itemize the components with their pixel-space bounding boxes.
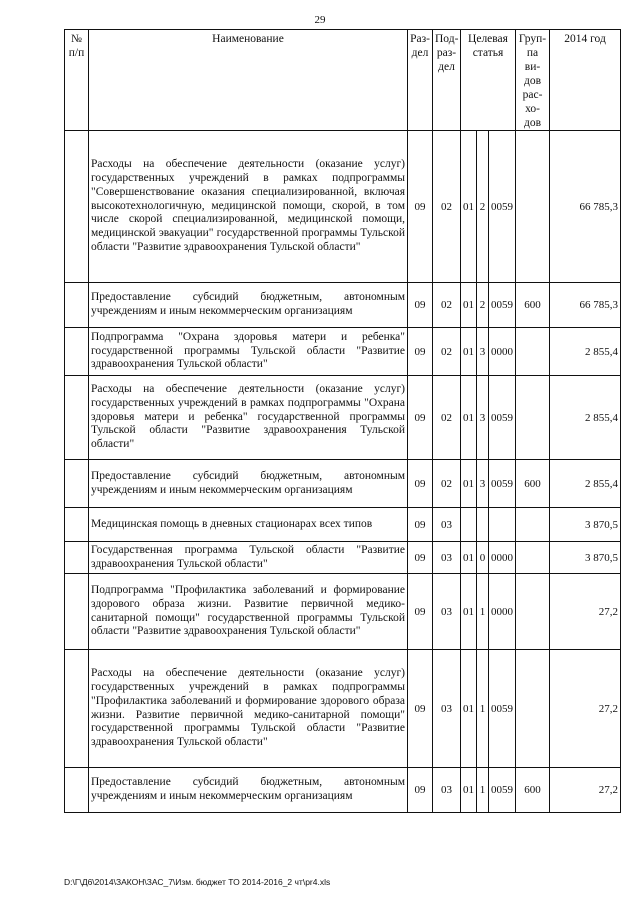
target-sub-cell <box>477 508 489 542</box>
target-prog-cell: 01 <box>461 131 477 283</box>
num-cell <box>65 542 89 574</box>
razdel-cell: 09 <box>408 376 433 460</box>
table-row <box>65 508 621 542</box>
target-sub-cell: 0 <box>477 542 489 574</box>
page-number: 29 <box>314 14 326 26</box>
group-cell <box>516 376 550 460</box>
razdel-cell: 09 <box>408 768 433 813</box>
name-cell: Подпрограмма "Профилактика заболеваний и формирование здорового образа жизни. Развитие первичной медико-санитарной помощи" государственной программы Тульской области "Развитие здравоохранения Тульской области" <box>89 574 408 650</box>
podrazdel-cell: 02 <box>433 283 461 328</box>
podrazdel-cell: 02 <box>433 131 461 283</box>
name-cell: Медицинская помощь в дневных стационарах всех типов <box>89 508 408 542</box>
target-prog-cell: 01 <box>461 542 477 574</box>
podrazdel-cell: 02 <box>433 376 461 460</box>
podrazdel-cell: 02 <box>433 328 461 376</box>
target-prog-cell: 01 <box>461 328 477 376</box>
name-cell: Государственная программа Тульской области "Развитие здравоохранения Тульской области" <box>89 542 408 574</box>
table-row <box>65 650 621 768</box>
num-cell <box>65 131 89 283</box>
razdel-cell: 09 <box>408 131 433 283</box>
target-code-cell: 0000 <box>489 542 516 574</box>
table-row <box>65 131 621 283</box>
group-cell <box>516 328 550 376</box>
group-cell: 600 <box>516 768 550 813</box>
amount-cell: 27,2 <box>550 768 621 813</box>
group-cell: 600 <box>516 283 550 328</box>
amount-cell: 27,2 <box>550 650 621 768</box>
name-cell: Расходы на обеспечение деятельности (оказание услуг) государственных учреждений в рамках подпрограммы "Профилактика заболеваний и формирование здорового образа жизни. Развитие первичной медико-санитарной помощи" государственной программы Тульской области "Развитие здравоохранения Тульской области" <box>89 650 408 768</box>
table-header-row <box>65 30 621 131</box>
amount-cell: 2 855,4 <box>550 328 621 376</box>
target-sub-cell: 1 <box>477 650 489 768</box>
amount-cell: 66 785,3 <box>550 131 621 283</box>
razdel-cell: 09 <box>408 542 433 574</box>
table-row <box>65 574 621 650</box>
target-sub-cell: 1 <box>477 768 489 813</box>
group-cell <box>516 542 550 574</box>
amount-cell: 27,2 <box>550 574 621 650</box>
podrazdel-cell: 03 <box>433 508 461 542</box>
name-cell: Предоставление субсидий бюджетным, автономным учреждениям и иным некоммерческим организациям <box>89 460 408 508</box>
razdel-cell: 09 <box>408 328 433 376</box>
podrazdel-cell: 03 <box>433 574 461 650</box>
table-row <box>65 460 621 508</box>
num-cell <box>65 283 89 328</box>
amount-cell: 2 855,4 <box>550 460 621 508</box>
name-cell: Расходы на обеспечение деятельности (оказание услуг) государственных учреждений в рамках подпрограммы "Совершенствование оказания специализированной, включая высокотехнологичную, медицинской помощи, скорой, в том числе скорой специализированной, медицинской помощи, медицинской эвакуации" государственной программы Тульской области "Развитие здравоохранения Тульской области" <box>89 131 408 283</box>
target-prog-cell: 01 <box>461 650 477 768</box>
razdel-cell: 09 <box>408 283 433 328</box>
target-sub-cell: 3 <box>477 376 489 460</box>
footer-file-path: D:\Г\Д6\2014\ЗАКОН\ЗАС_7\Изм. бюджет ТО 2014-2016_2 чт\pr4.xls <box>64 877 331 887</box>
num-cell <box>65 376 89 460</box>
group-cell: 600 <box>516 460 550 508</box>
amount-cell: 3 870,5 <box>550 542 621 574</box>
header-razdel: Раз-дел <box>408 30 433 131</box>
table-row <box>65 283 621 328</box>
podrazdel-cell: 03 <box>433 542 461 574</box>
razdel-cell: 09 <box>408 508 433 542</box>
target-prog-cell: 01 <box>461 574 477 650</box>
table-row <box>65 768 621 813</box>
target-code-cell: 0059 <box>489 460 516 508</box>
table-row <box>65 328 621 376</box>
table-row <box>65 542 621 574</box>
header-group: Груп-па ви-дов рас-хо-дов <box>516 30 550 131</box>
name-cell: Расходы на обеспечение деятельности (оказание услуг) государственных учреждений в рамках подпрограммы "Охрана здоровья матери и ребенка" государственной программы Тульской области "Развитие здравоохранения Тульской области" <box>89 376 408 460</box>
header-target: Целевая статья <box>461 30 516 131</box>
target-sub-cell: 1 <box>477 574 489 650</box>
table-row <box>65 376 621 460</box>
target-code-cell: 0059 <box>489 768 516 813</box>
header-name: Наименование <box>89 30 408 131</box>
name-cell: Предоставление субсидий бюджетным, автономным учреждениям и иным некоммерческим организациям <box>89 283 408 328</box>
group-cell <box>516 574 550 650</box>
group-cell <box>516 131 550 283</box>
target-sub-cell: 2 <box>477 283 489 328</box>
target-prog-cell: 01 <box>461 376 477 460</box>
num-cell <box>65 508 89 542</box>
target-sub-cell: 2 <box>477 131 489 283</box>
num-cell <box>65 328 89 376</box>
table-body <box>65 131 621 813</box>
name-cell: Подпрограмма "Охрана здоровья матери и ребенка" государственной программы Тульской области "Развитие здравоохранения Тульской области" <box>89 328 408 376</box>
razdel-cell: 09 <box>408 460 433 508</box>
target-prog-cell: 01 <box>461 768 477 813</box>
group-cell <box>516 650 550 768</box>
target-code-cell: 0059 <box>489 376 516 460</box>
target-code-cell: 0000 <box>489 328 516 376</box>
target-sub-cell: 3 <box>477 328 489 376</box>
razdel-cell: 09 <box>408 574 433 650</box>
name-cell: Предоставление субсидий бюджетным, автономным учреждениям и иным некоммерческим организациям <box>89 768 408 813</box>
target-code-cell: 0059 <box>489 283 516 328</box>
amount-cell: 3 870,5 <box>550 508 621 542</box>
target-prog-cell: 01 <box>461 283 477 328</box>
amount-cell: 2 855,4 <box>550 376 621 460</box>
razdel-cell: 09 <box>408 650 433 768</box>
target-code-cell: 0059 <box>489 650 516 768</box>
num-cell <box>65 650 89 768</box>
podrazdel-cell: 02 <box>433 460 461 508</box>
amount-cell: 66 785,3 <box>550 283 621 328</box>
target-code-cell: 0000 <box>489 574 516 650</box>
target-prog-cell <box>461 508 477 542</box>
target-code-cell <box>489 508 516 542</box>
podrazdel-cell: 03 <box>433 768 461 813</box>
target-code-cell: 0059 <box>489 131 516 283</box>
header-podrazdel: Под-раз-дел <box>433 30 461 131</box>
num-cell <box>65 574 89 650</box>
target-sub-cell: 3 <box>477 460 489 508</box>
num-cell <box>65 768 89 813</box>
num-cell <box>65 460 89 508</box>
header-num: № п/п <box>65 30 89 131</box>
target-prog-cell: 01 <box>461 460 477 508</box>
podrazdel-cell: 03 <box>433 650 461 768</box>
budget-table <box>64 29 621 813</box>
group-cell <box>516 508 550 542</box>
header-year: 2014 год <box>550 30 621 131</box>
